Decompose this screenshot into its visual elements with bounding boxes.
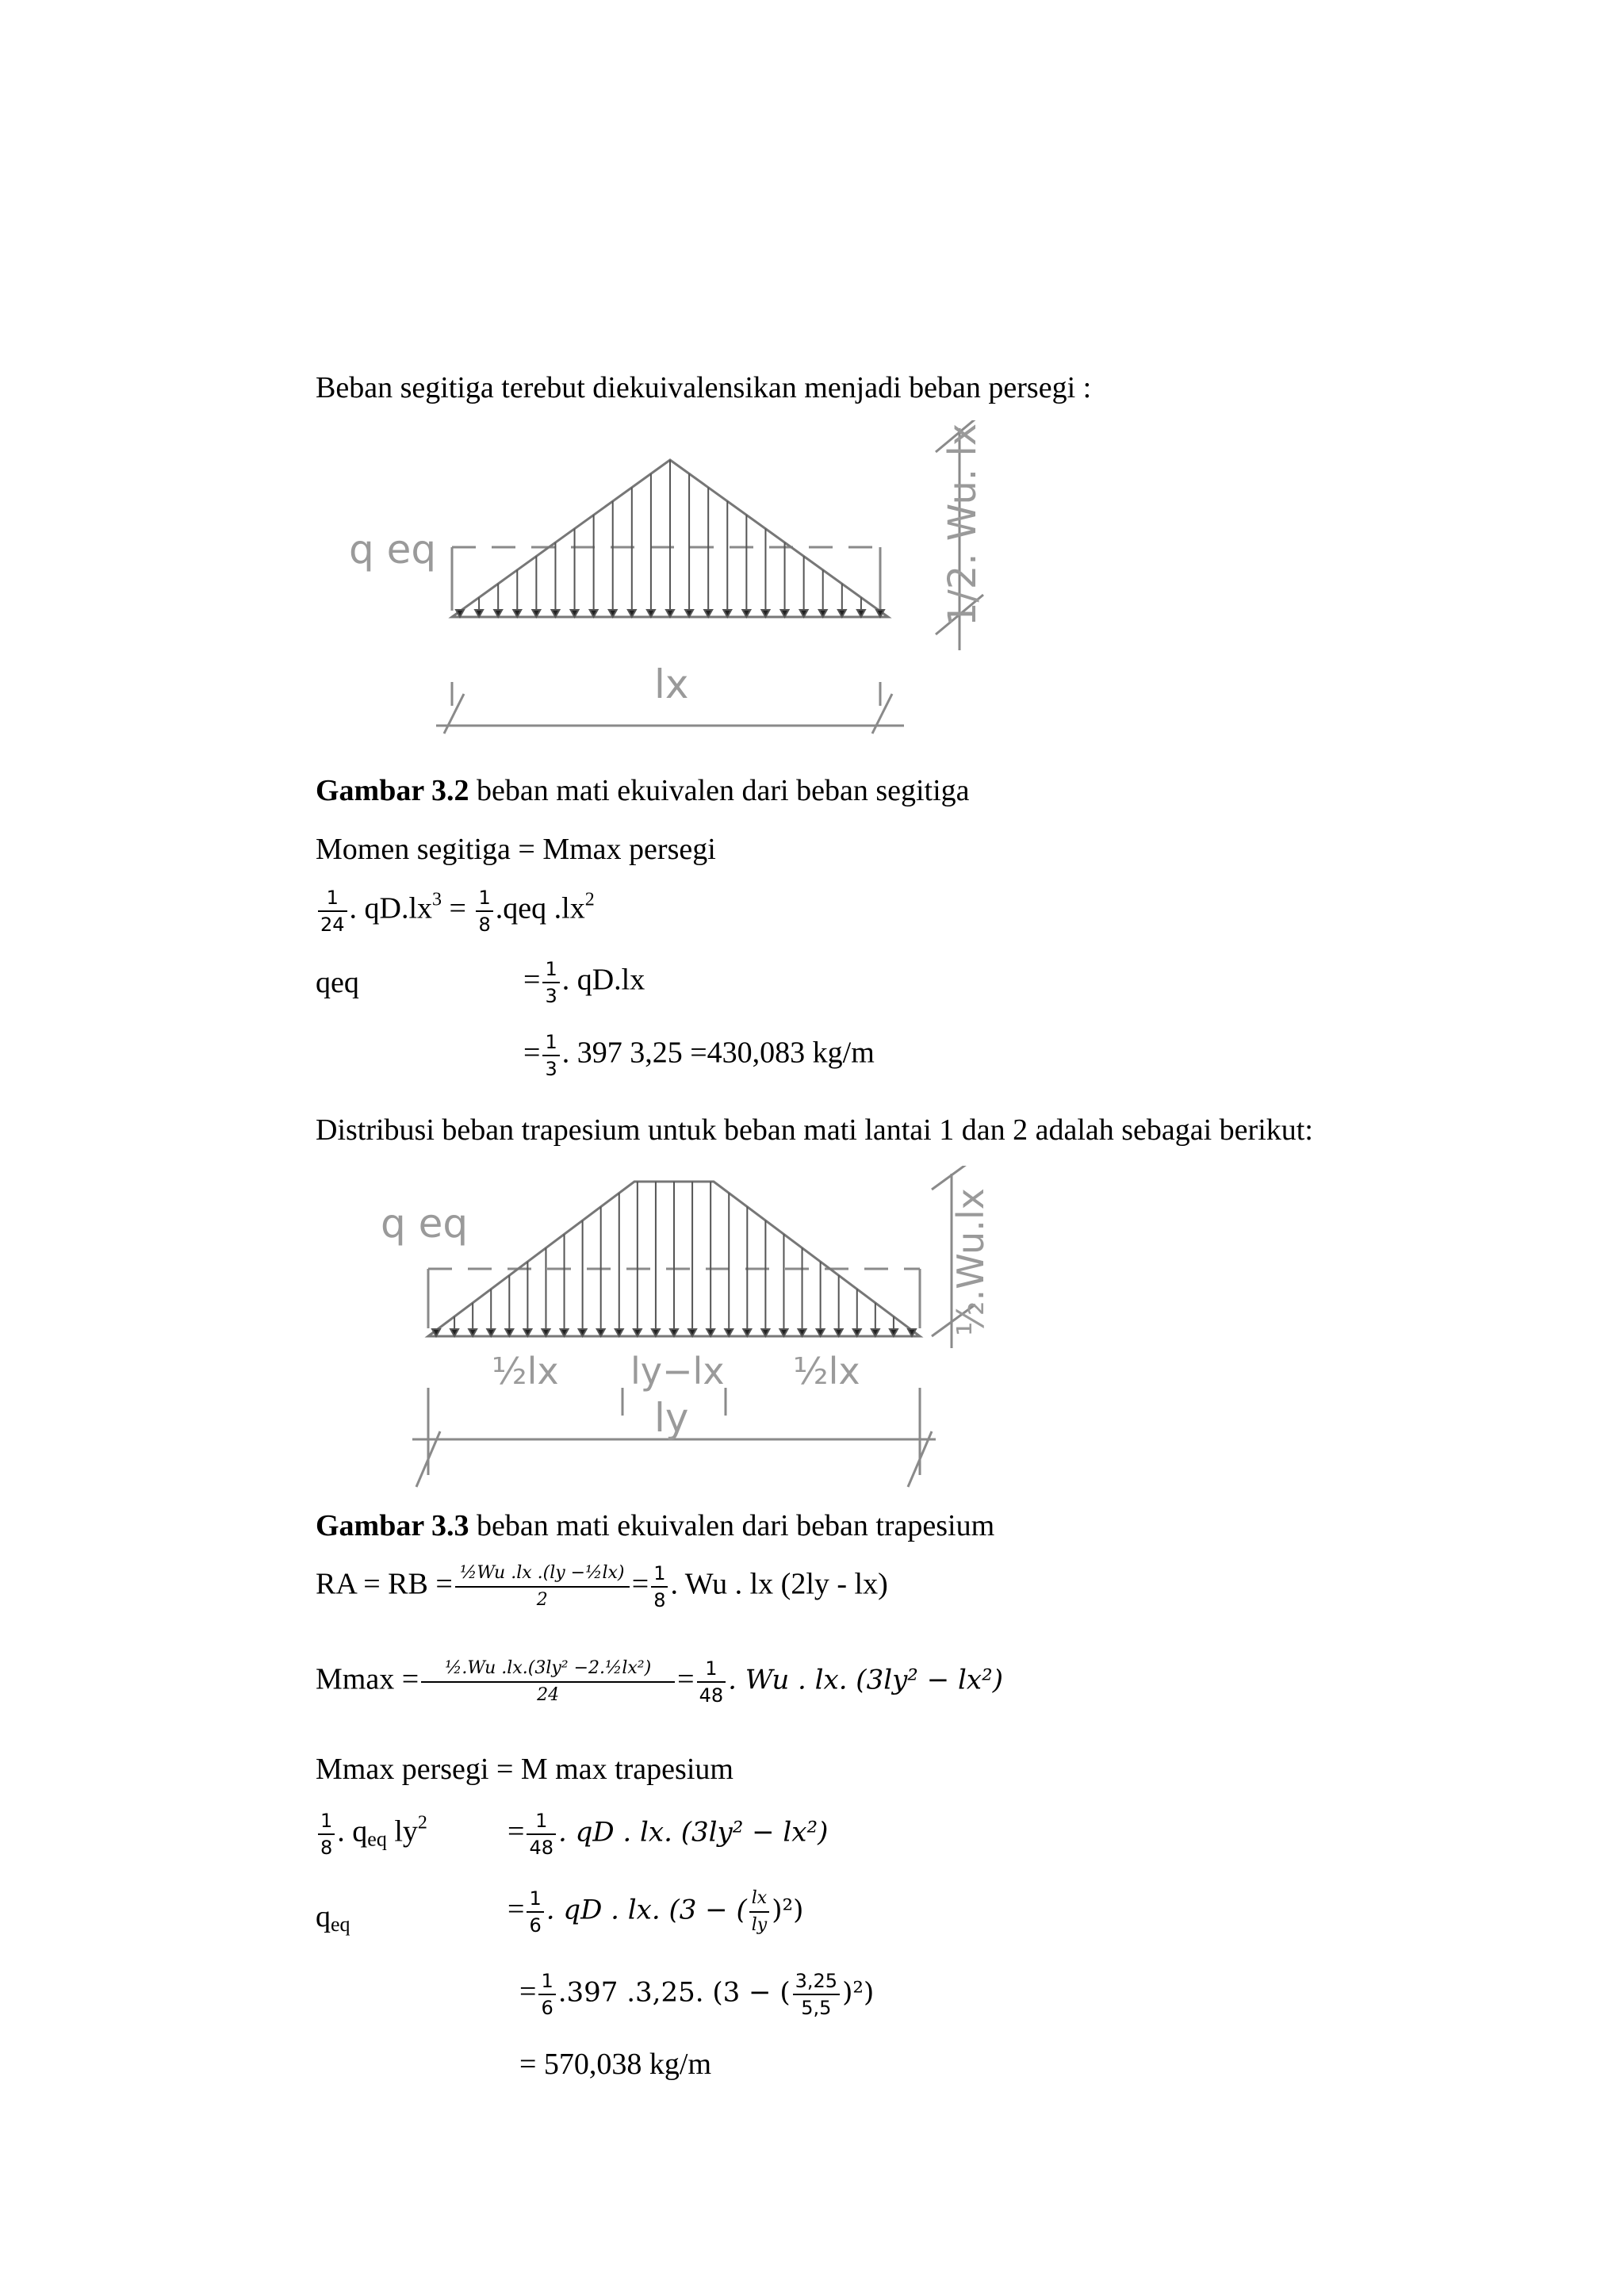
- qeq-label: qeq: [316, 966, 359, 999]
- fraction: $\frac{1}{8}$: [476, 887, 492, 936]
- equation-moment-trapezoid: $\frac{1}{8}$ . $q_{eq}$ $ly^2$: [316, 1810, 427, 1859]
- half-lx-left-label: ½lx: [492, 1350, 559, 1393]
- equation-mmax: Mmax = $\frac{\text{½.Wu .lx.(3ly² −2.½lx²)}}{24}$ = $\frac{1}{48}$ . Wu . lx. (3ly² − lx²): [316, 1657, 1003, 1707]
- equation-qeq-trapezoid: = $\frac{1}{6}$ . qD . lx. (3 − ( $\frac{lx}{ly}$ )²): [508, 1887, 804, 1937]
- caption-text: beban mati ekuivalen dari beban trapesium: [469, 1509, 995, 1542]
- figure-caption: [316, 1511, 994, 1541]
- fraction: $\frac{1}{24}$: [318, 887, 347, 936]
- caption-number: Gambar 3.3: [316, 1509, 469, 1542]
- height-label: 1/2. Wu. lx: [940, 423, 985, 626]
- triangle-load-diagram: [333, 420, 1031, 745]
- qeq-label: q eq: [381, 1201, 469, 1247]
- height-label: ½.Wu.lx: [949, 1188, 992, 1336]
- trapezoid-load-diagram: [349, 1166, 1023, 1491]
- equation-qeq-value: = $\frac{1}{3}$ . 397 3,25 =430,083 kg/m: [523, 1031, 875, 1080]
- ly-minus-lx-label: ly−lx: [630, 1350, 725, 1393]
- half-lx-right-label: ½lx: [793, 1350, 860, 1393]
- equation-reaction: RA = RB = $\frac{\text{½Wu .lx .(ly −½lx)}}{2}$ = $\frac{1}{8}$ . Wu . lx (2ly - lx): [316, 1562, 888, 1611]
- mmax-persegi-line: Mmax persegi = M max trapesium: [316, 1753, 733, 1786]
- momen-line: Momen segitiga = Mmax persegi: [316, 833, 716, 866]
- equation-moment-equality: $\frac{1}{24}$ . $qD.lx^3$ = $\frac{1}{8}$ .qeq $.lx^2$: [316, 887, 595, 936]
- equation-qeq-substituted: = $\frac{1}{6}$ .397 .3,25. (3 − ( $\frac{3,25}{5,5}$ )²): [519, 1970, 875, 2019]
- qeq-label: q eq: [349, 527, 437, 573]
- intro-text: Beban segitiga terebut diekuivalensikan menjadi beban persegi :: [316, 371, 1092, 404]
- equation-moment-trapezoid-rhs: = $\frac{1}{48}$ . qD . lx. (3ly² − lx²): [508, 1810, 829, 1859]
- caption-text: beban mati ekuivalen dari beban segitiga: [469, 774, 970, 807]
- figure-caption: [316, 776, 970, 806]
- equation-qeq-formula: = $\frac{1}{3}$ . qD.lx: [523, 958, 645, 1007]
- distribusi-text: Distribusi beban trapesium untuk beban mati lantai 1 dan 2 adalah sebagai berikut:: [316, 1113, 1313, 1147]
- caption-number: Gambar 3.2: [316, 774, 469, 807]
- ly-label: ly: [654, 1395, 689, 1441]
- qeq-label: $q_{eq}$: [316, 1900, 350, 1936]
- lx-label: lx: [654, 661, 689, 707]
- final-result: = 570,038 kg/m: [519, 2048, 712, 2081]
